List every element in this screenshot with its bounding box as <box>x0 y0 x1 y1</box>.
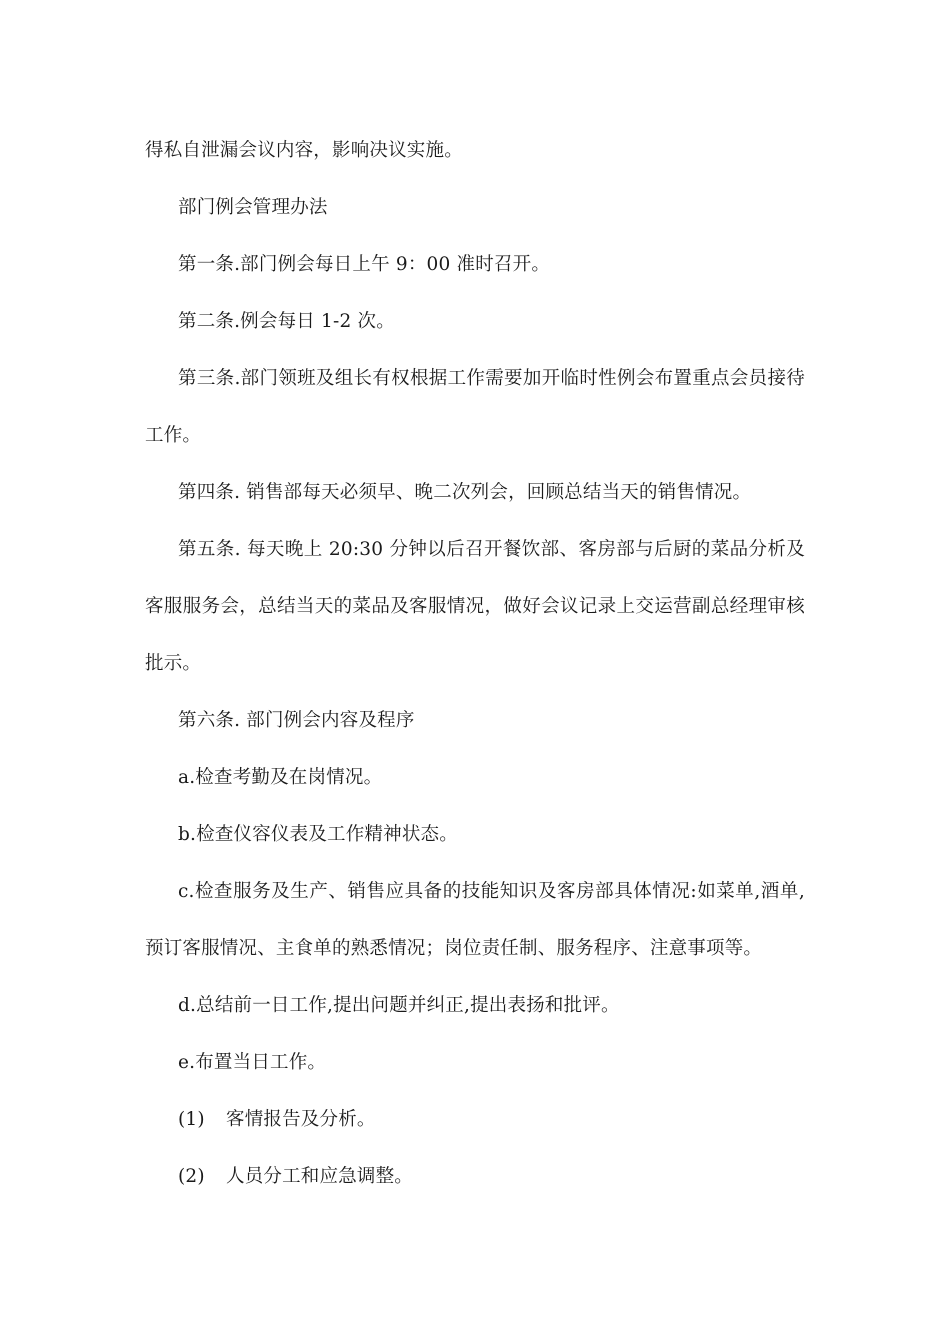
article-2: 第二条.例会每日 1-2 次。 <box>178 311 395 332</box>
paragraph-continuation: 得私自泄漏会议内容，影响决议实施。 <box>145 140 463 161</box>
procedure-item-e: e.布置当日工作。 <box>178 1052 327 1073</box>
sub-list-item-2 <box>145 1148 805 1205</box>
article-3: 第三条.部门领班及组长有权根据工作需要加开临时性例会布置重点会员接待工作。 <box>145 368 805 446</box>
section-heading: 部门例会管理办法 <box>178 197 328 218</box>
procedure-item-c: c.检查服务及生产、销售应具备的技能知识及客房部具体情况:如菜单,酒单,预订客服情况、主食单的熟悉情况；岗位责任制、服务程序、注意事项等。 <box>145 881 805 959</box>
article-4: 第四条. 销售部每天必须早、晚二次列会，回顾总结当天的销售情况。 <box>178 482 752 503</box>
document-body <box>145 122 805 1205</box>
article-6: 第六条. 部门例会内容及程序 <box>178 710 415 731</box>
list-marker: (1) <box>178 1109 205 1130</box>
list-item-text: 客情报告及分析。 <box>226 1109 376 1130</box>
procedure-item-d: d.总结前一日工作,提出问题并纠正,提出表扬和批评。 <box>178 995 620 1016</box>
article-5: 第五条. 每天晚上 20:30 分钟以后召开餐饮部、客房部与后厨的菜品分析及客服服务会，总结当天的菜品及客服情况，做好会议记录上交运营副总经理审核批示。 <box>145 539 805 674</box>
sub-list-item-1 <box>145 1091 805 1148</box>
procedure-item-b: b.检查仪容仪表及工作精神状态。 <box>178 824 458 845</box>
list-item-text: 人员分工和应急调整。 <box>226 1166 414 1187</box>
article-1: 第一条.部门例会每日上午 9：00 准时召开。 <box>178 254 551 275</box>
list-marker: (2) <box>178 1166 205 1187</box>
procedure-item-a: a.检查考勤及在岗情况。 <box>178 767 383 788</box>
